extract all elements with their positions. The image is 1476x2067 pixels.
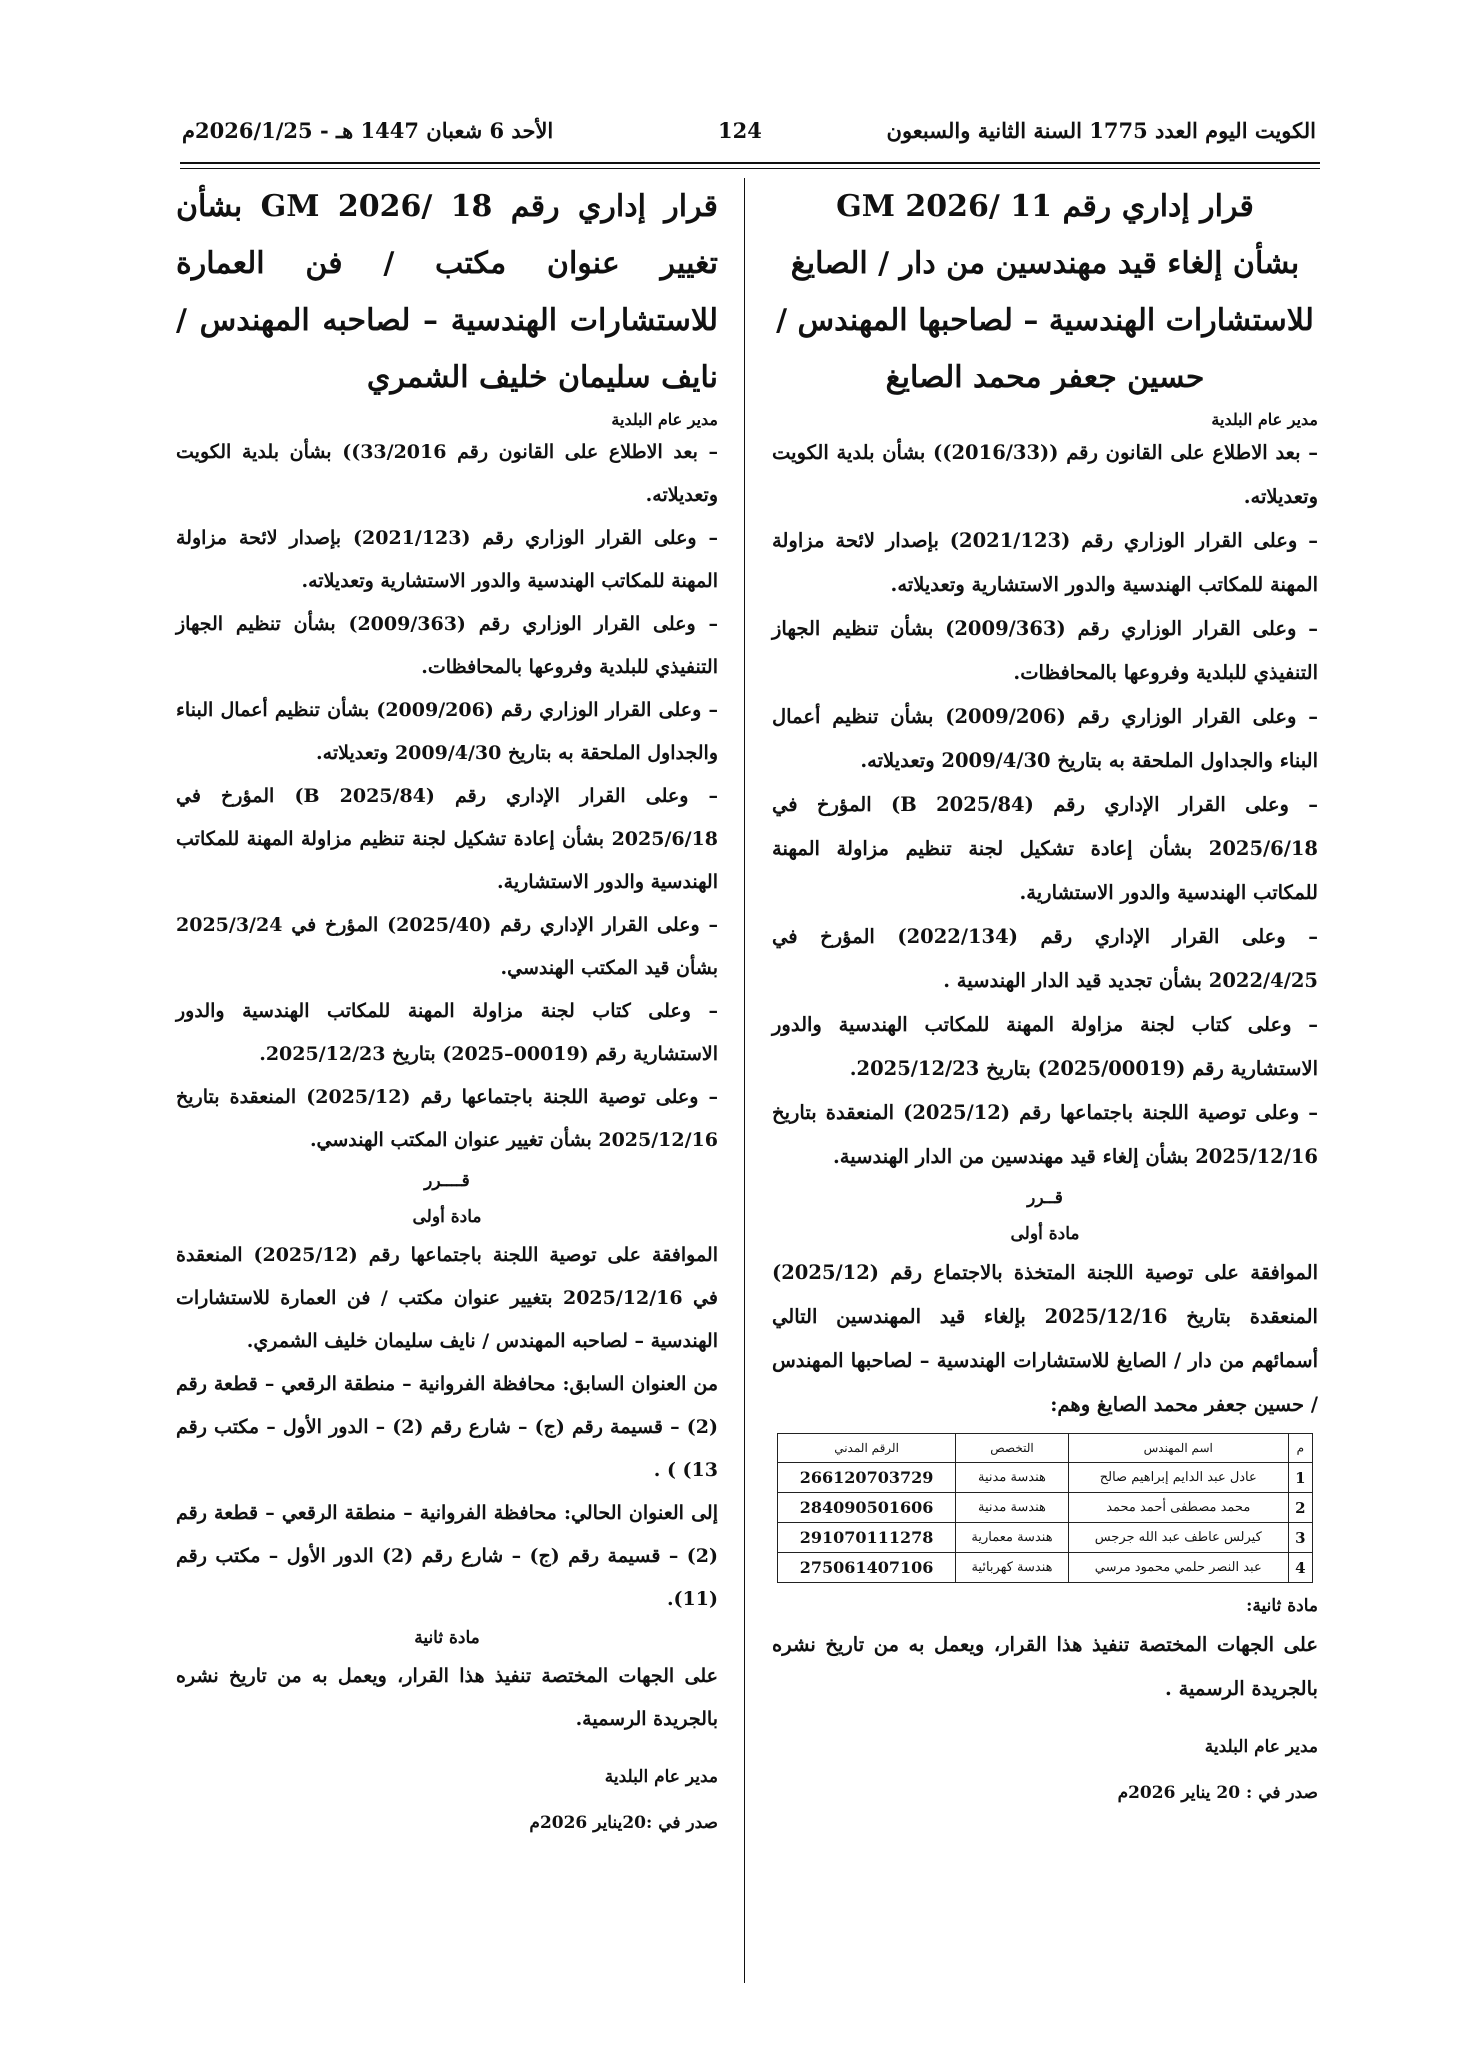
- decision-18-issuer: مدير عام البلدية: [611, 410, 718, 429]
- preamble-clause: – بعد الاطلاع على القانون رقم ((2016/33)) بشأن بلدية الكويت وتعديلاته.: [772, 441, 1318, 508]
- table-row: [778, 1493, 1313, 1523]
- article-2-text: على الجهات المختصة تنفيذ هذا القرار، ويعمل به من تاريخ نشره بالجريدة الرسمية.: [176, 1665, 718, 1730]
- civil-id: 275061407106: [778, 1553, 956, 1583]
- decided-heading: قــــرر: [424, 1171, 470, 1191]
- decision-11-title-line: قرار إداري رقم 11 /GM 2026: [836, 189, 1254, 224]
- preamble-clause: – وعلى القرار الوزاري رقم (2009/206) بشأن تنظيم أعمال البناء والجداول الملحقة به بتاريخ 2009/4/30 وتعديلاته.: [772, 705, 1318, 772]
- decision-11-title-line: بشأن إلغاء قيد مهندسين من دار / الصايغ: [790, 246, 1300, 281]
- article-1-text: الموافقة على توصية اللجنة المتخذة بالاجتماع رقم (2025/12) المنعقدة بتاريخ 2025/12/16 بإلغاء قيد المهندسين التالي أسمائهم من دار / الصايغ للاستشارات الهندسية – لصاحبها المهندس / حسين جعفر محمد الصايغ وهم:: [772, 1261, 1318, 1416]
- article-2-heading: مادة ثانية:: [1246, 1596, 1318, 1616]
- engineer-name: عبد النصر حلمي محمود مرسي: [1068, 1553, 1288, 1583]
- old-address: من العنوان السابق: محافظة الفروانية – منطقة الرقعي – قطعة رقم (2) – قسيمة رقم (ج) – شارع رقم (2) – الدور الأول – مكتب رقم 13) ) .: [176, 1373, 718, 1481]
- article-1-heading: مادة أولى: [1010, 1224, 1080, 1244]
- specialty: هندسة كهربائية: [956, 1553, 1069, 1583]
- engineers-table: [777, 1433, 1313, 1583]
- row-number: 4: [1288, 1553, 1312, 1583]
- decision-18-column: [176, 178, 718, 1833]
- issue-date: صدر في : 20 يناير 2026م: [1117, 1783, 1318, 1803]
- column-header: م: [1288, 1434, 1312, 1463]
- signature: مدير عام البلدية: [1204, 1737, 1318, 1757]
- preamble-clause: – وعلى القرار الإداري رقم (B 2025/84) المؤرخ في 2025/6/18 بشأن إعادة تشكيل لجنة تنظيم مزاولة المهنة للمكاتب الهندسية والدور الاستشارية.: [772, 793, 1318, 904]
- preamble-clause: – بعد الاطلاع على القانون رقم 33/2016)) بشأن بلدية الكويت وتعديلاته.: [176, 441, 718, 506]
- article-1-text: الموافقة على توصية اللجنة باجتماعها رقم (2025/12) المنعقدة في 2025/12/16 بتغيير عنوان مكتب / فن العمارة للاستشارات الهندسية – لصاحبه المهندس / نايف سليمان خليف الشمري.: [176, 1244, 718, 1352]
- new-address: إلى العنوان الحالي: محافظة الفروانية – منطقة الرقعي – قطعة رقم (2) – قسيمة رقم (ج) – شارع رقم (2) الدور الأول – مكتب رقم (11).: [176, 1502, 718, 1610]
- preamble-clause: – وعلى توصية اللجنة باجتماعها رقم (2025/12) المنعقدة بتاريخ 2025/12/16 بشأن تغيير عنوان المكتب الهندسي.: [176, 1086, 718, 1151]
- column-header: اسم المهندس: [1068, 1434, 1288, 1463]
- decision-11-title: [772, 178, 1318, 406]
- civil-id: 291070111278: [778, 1523, 956, 1553]
- civil-id: 266120703729: [778, 1463, 956, 1493]
- article-2-text: على الجهات المختصة تنفيذ هذا القرار، ويعمل به من تاريخ نشره بالجريدة الرسمية .: [772, 1633, 1318, 1700]
- issue-date: صدر في :20يناير 2026م: [529, 1813, 718, 1833]
- preamble-clause: – وعلى كتاب لجنة مزاولة المهنة للمكاتب الهندسية والدور الاستشارية رقم (2025/00019) بتاريخ 2025/12/23.: [772, 1013, 1318, 1080]
- header-rule-thin: [180, 168, 1320, 169]
- table-header-row: [778, 1434, 1313, 1463]
- decision-18-title: قرار إداري رقم 18 /GM 2026 بشأن تغيير عنوان مكتب / فن العمارة للاستشارات الهندسية – لصاحبه المهندس / نايف سليمان خليف الشمري: [176, 189, 719, 395]
- specialty: هندسة مدنية: [956, 1463, 1069, 1493]
- preamble-clause: – وعلى القرار الوزاري رقم (2009/363) بشأن تنظيم الجهاز التنفيذي للبلدية وفروعها بالمحافظات.: [772, 617, 1318, 684]
- column-header: الرقم المدني: [778, 1434, 956, 1463]
- header-date: الأحد 6 شعبان 1447 هـ - 2026/1/25م: [182, 118, 554, 143]
- specialty: هندسة مدنية: [956, 1493, 1069, 1523]
- preamble-clause: – وعلى القرار الوزاري رقم (2009/363) بشأن تنظيم الجهاز التنفيذي للبلدية وفروعها بالمحافظات.: [176, 613, 718, 678]
- preamble-clause: – وعلى القرار الإداري رقم (2022/134) المؤرخ في 2022/4/25 بشأن تجديد قيد الدار الهندسية .: [772, 925, 1318, 992]
- article-2-heading: مادة ثانية: [414, 1628, 480, 1648]
- preamble-clause: – وعلى القرار الوزاري رقم (2009/206) بشأن تنظيم أعمال البناء والجداول الملحقة به بتاريخ 2009/4/30 وتعديلاته.: [176, 699, 718, 764]
- preamble-clause: – وعلى توصية اللجنة باجتماعها رقم (2025/12) المنعقدة بتاريخ 2025/12/16 بشأن إلغاء قيد مهندسين من الدار الهندسية.: [772, 1101, 1318, 1168]
- decided-heading: قــرر: [1027, 1188, 1063, 1208]
- engineer-name: محمد مصطفى أحمد محمد: [1068, 1493, 1288, 1523]
- header-gazette-issue: الكويت اليوم العدد 1775 السنة الثانية والسبعون: [886, 118, 1316, 143]
- preamble-clause: – وعلى كتاب لجنة مزاولة المهنة للمكاتب الهندسية والدور الاستشارية رقم (00019–2025) بتاريخ 2025/12/23.: [176, 1000, 718, 1065]
- header-rule-thick: [180, 162, 1320, 164]
- table-row: [778, 1553, 1313, 1583]
- preamble-clause: – وعلى القرار الإداري رقم (B 2025/84) المؤرخ في 2025/6/18 بشأن إعادة تشكيل لجنة تنظيم مزاولة المهنة للمكاتب الهندسية والدور الاستشارية.: [176, 785, 719, 893]
- preamble-clause: – وعلى القرار الوزاري رقم (2021/123) بإصدار لائحة مزاولة المهنة للمكاتب الهندسية والدور الاستشارية وتعديلاته.: [176, 527, 719, 592]
- header-page-number: 124: [718, 118, 762, 143]
- column-header: التخصص: [956, 1434, 1069, 1463]
- decision-11-issuer: مدير عام البلدية: [1211, 410, 1318, 429]
- preamble-clause: – وعلى القرار الإداري رقم (2025/40) المؤرخ في 2025/3/24 بشأن قيد المكتب الهندسي.: [176, 914, 718, 979]
- row-number: 3: [1288, 1523, 1312, 1553]
- engineer-name: عادل عبد الدايم إبراهيم صالح: [1068, 1463, 1288, 1493]
- table-row: [778, 1523, 1313, 1553]
- engineer-name: كيرلس عاطف عبد الله جرجس: [1068, 1523, 1288, 1553]
- civil-id: 284090501606: [778, 1493, 956, 1523]
- specialty: هندسة معمارية: [956, 1523, 1069, 1553]
- row-number: 2: [1288, 1493, 1312, 1523]
- decision-11-column: [772, 178, 1318, 1803]
- preamble-clause: – وعلى القرار الوزاري رقم (2021/123) بإصدار لائحة مزاولة المهنة للمكاتب الهندسية والدور الاستشارية وتعديلاته.: [772, 529, 1318, 596]
- article-1-heading: مادة أولى: [412, 1207, 482, 1227]
- table-row: [778, 1463, 1313, 1493]
- row-number: 1: [1288, 1463, 1312, 1493]
- decision-11-title-line: للاستشارات الهندسية – لصاحبها المهندس /: [776, 303, 1314, 338]
- decision-11-title-line: حسين جعفر محمد الصايغ: [885, 360, 1205, 395]
- signature: مدير عام البلدية: [604, 1767, 718, 1787]
- column-divider: [744, 178, 745, 1983]
